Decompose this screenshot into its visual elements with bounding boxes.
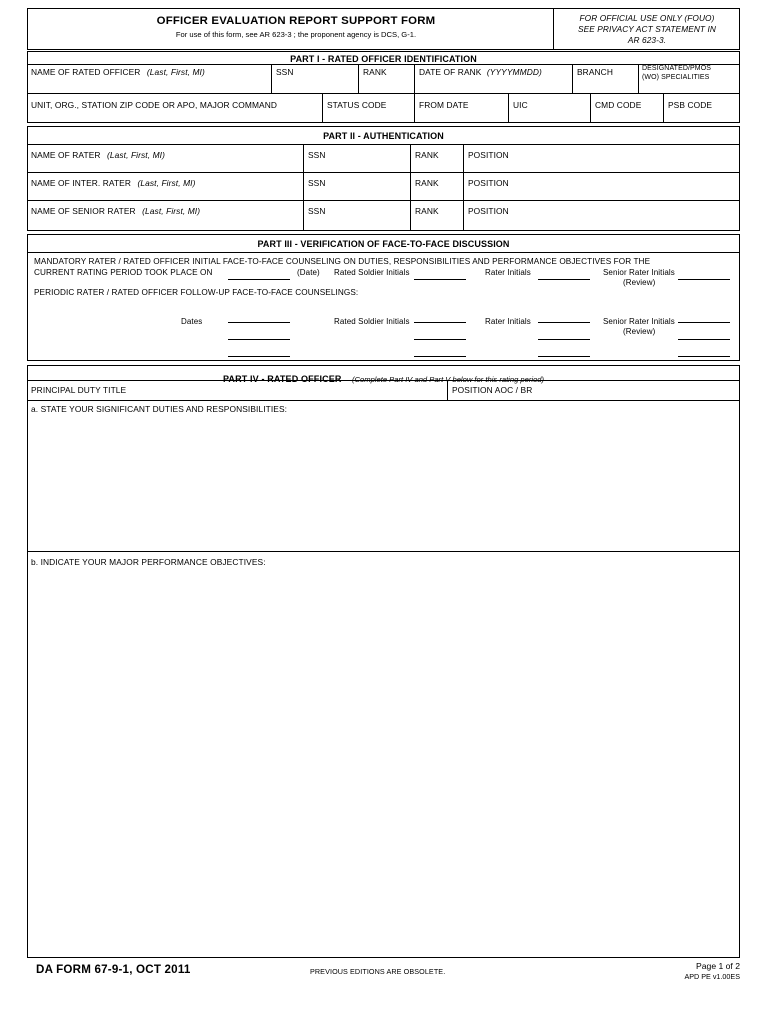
principal-duty-title-label: PRINCIPAL DUTY TITLE [31, 385, 127, 395]
form-number: DA FORM 67-9-1, OCT 2011 [36, 963, 191, 976]
part3-senior-rater-initials-label: Senior Rater Initials [603, 268, 675, 277]
part1-r1-div-dor [414, 64, 415, 93]
senior-rater-position-label: POSITION [468, 206, 509, 216]
part3-periodic-rater-line-1[interactable] [538, 322, 590, 323]
part2-banner-rule [27, 144, 740, 145]
part4-item-b-field[interactable] [29, 567, 738, 955]
rated-officer-rank-label: RANK [363, 67, 387, 77]
senior-rater-name-label [31, 206, 200, 216]
cmd-code-label: CMD CODE [595, 100, 642, 110]
page-number: Page 1 of 2 [696, 961, 740, 971]
form-subtitle: For use of this form, see AR 623-3 ; the proponent agency is DCS, G-1. [175, 30, 417, 39]
part1-r2-div-status [322, 93, 323, 123]
inter-rater-position-label: POSITION [468, 178, 509, 188]
part3-initial-date-line[interactable] [228, 279, 290, 280]
rated-officer-ssn-label: SSN [276, 67, 294, 77]
senior-rater-name-hint: (Last, First, MI) [142, 206, 201, 216]
status-code-label: STATUS CODE [327, 100, 387, 110]
part1-r1-div-branch [572, 64, 573, 93]
part4-banner-wrap [27, 369, 740, 387]
part1-r2-div-cmd [590, 93, 591, 123]
rater-position-label: POSITION [468, 150, 509, 160]
part1-r2-div-psb [663, 93, 664, 123]
part1-r2-div-uic [508, 93, 509, 123]
part3-periodic-date-line-3[interactable] [228, 356, 290, 357]
date-of-rank-hint: (YYYYMMDD) [486, 67, 542, 77]
rated-officer-name-hint: (Last, First, MI) [146, 67, 205, 77]
inter-rater-name-label [31, 178, 195, 188]
part1-r1-div-rank [358, 64, 359, 93]
apd-version: APD PE v1.00ES [684, 972, 740, 981]
from-date-label: FROM DATE [419, 100, 469, 110]
fouo-line-2: SEE PRIVACY ACT STATEMENT IN [577, 24, 717, 34]
psb-code-label: PSB CODE [668, 100, 713, 110]
header-divider [553, 8, 554, 50]
date-of-rank-text: DATE OF RANK [419, 67, 482, 77]
part1-r1-div-ssn [271, 64, 272, 93]
part3-initial-rater-line[interactable] [538, 279, 590, 280]
part2-banner: PART II - AUTHENTICATION [323, 131, 444, 141]
part4-duty-rule [27, 400, 740, 401]
part4-item-a-field[interactable] [29, 414, 738, 549]
part3-mandatory-line1: MANDATORY RATER / RATED OFFICER INITIAL FACE-TO-FACE COUNSELING ON DUTIES, RESPONSIBILITIES AND PERFORMANCE OBJECTIVES FOR THE [34, 257, 651, 266]
part1-banner-rule [27, 64, 740, 65]
unit-org-label: UNIT, ORG., STATION ZIP CODE OR APO, MAJOR COMMAND [31, 100, 278, 110]
rater-rank-label: RANK [415, 150, 439, 160]
part4-banner-note: (Complete Part IV and Part V below for this rating period) [352, 375, 545, 384]
part3-date-label: (Date) [297, 268, 320, 277]
pmos-label-line2: (WO) SPECIALITIES [642, 73, 710, 81]
part1-r1-div-pmos [638, 64, 639, 93]
part3-periodic-label: PERIODIC RATER / RATED OFFICER FOLLOW-UP FACE-TO-FACE COUNSELINGS: [34, 288, 359, 297]
part4-item-a-label: a. STATE YOUR SIGNIFICANT DUTIES AND RESPONSIBILITIES: [31, 404, 288, 414]
fouo-line-1: FOR OFFICIAL USE ONLY (FOUO) [579, 13, 715, 23]
part3-banner-rule [27, 252, 740, 253]
part3-initial-senior-rater-line[interactable] [678, 279, 730, 280]
senior-rater-ssn-label: SSN [308, 206, 326, 216]
part4-banner: PART IV - RATED OFFICER [222, 374, 342, 384]
part3-periodic-senior-rater-line-3[interactable] [678, 356, 730, 357]
rater-name-text: NAME OF RATER [31, 150, 101, 160]
inter-rater-ssn-label: SSN [308, 178, 326, 188]
part3-periodic-senior-rater-line-1[interactable] [678, 322, 730, 323]
part3-rated-soldier-initials-label: Rated Soldier Initials [334, 268, 410, 277]
rated-officer-name-label [31, 67, 205, 77]
rated-officer-name-text: NAME OF RATED OFFICER [31, 67, 141, 77]
inter-rater-name-text: NAME OF INTER. RATER [31, 178, 132, 188]
part3-rater-initials-label: Rater Initials [485, 268, 531, 277]
part3-periodic-rater-label: Rater Initials [485, 317, 531, 326]
part3-periodic-rater-line-2[interactable] [538, 339, 590, 340]
fouo-line-3: AR 623-3. [627, 35, 667, 45]
part3-periodic-rated-soldier-line-1[interactable] [414, 322, 466, 323]
part3-periodic-senior-rater-review: (Review) [623, 327, 656, 336]
part3-periodic-senior-rater-label: Senior Rater Initials [603, 317, 675, 326]
part2-rule-1 [27, 172, 740, 173]
part3-periodic-rated-soldier-line-2[interactable] [414, 339, 466, 340]
part3-periodic-date-line-2[interactable] [228, 339, 290, 340]
branch-label: BRANCH [577, 67, 613, 77]
inter-rater-rank-label: RANK [415, 178, 439, 188]
part2-rule-2 [27, 200, 740, 201]
page-title: OFFICER EVALUATION REPORT SUPPORT FORM [156, 15, 436, 27]
part4-item-b-rule [27, 551, 740, 552]
part3-periodic-rated-soldier-line-3[interactable] [414, 356, 466, 357]
uic-label: UIC [513, 100, 528, 110]
part2-div-rank [410, 144, 411, 231]
rater-name-label [31, 150, 165, 160]
part3-periodic-senior-rater-line-2[interactable] [678, 339, 730, 340]
rater-ssn-label: SSN [308, 150, 326, 160]
part3-periodic-date-line-1[interactable] [228, 322, 290, 323]
senior-rater-rank-label: RANK [415, 206, 439, 216]
part3-initial-rated-soldier-line[interactable] [414, 279, 466, 280]
part3-mandatory-line2: CURRENT RATING PERIOD TOOK PLACE ON [34, 268, 213, 277]
part3-periodic-rater-line-3[interactable] [538, 356, 590, 357]
previous-editions-note: PREVIOUS EDITIONS ARE OBSOLETE. [310, 967, 446, 976]
part2-div-ssn [303, 144, 304, 231]
part1-banner: PART I - RATED OFFICER IDENTIFICATION [290, 54, 477, 64]
part3-dates-label: Dates [181, 317, 203, 326]
part3-banner: PART III - VERIFICATION OF FACE-TO-FACE DISCUSSION [257, 239, 510, 249]
part2-div-position [463, 144, 464, 231]
pmos-label-line1: DESIGNATED/PMOS [642, 65, 712, 72]
part3-senior-rater-review-label: (Review) [623, 278, 656, 287]
inter-rater-name-hint: (Last, First, MI) [137, 178, 196, 188]
part1-row-rule [27, 93, 740, 94]
part1-r2-div-fromdate [414, 93, 415, 123]
date-of-rank-label [419, 67, 542, 77]
senior-rater-name-text: NAME OF SENIOR RATER [31, 206, 136, 216]
part3-periodic-rated-soldier-label: Rated Soldier Initials [334, 317, 410, 326]
position-aoc-br-label: POSITION AOC / BR [452, 385, 533, 395]
rater-name-hint: (Last, First, MI) [106, 150, 165, 160]
part4-item-b-label: b. INDICATE YOUR MAJOR PERFORMANCE OBJECTIVES: [31, 557, 266, 567]
